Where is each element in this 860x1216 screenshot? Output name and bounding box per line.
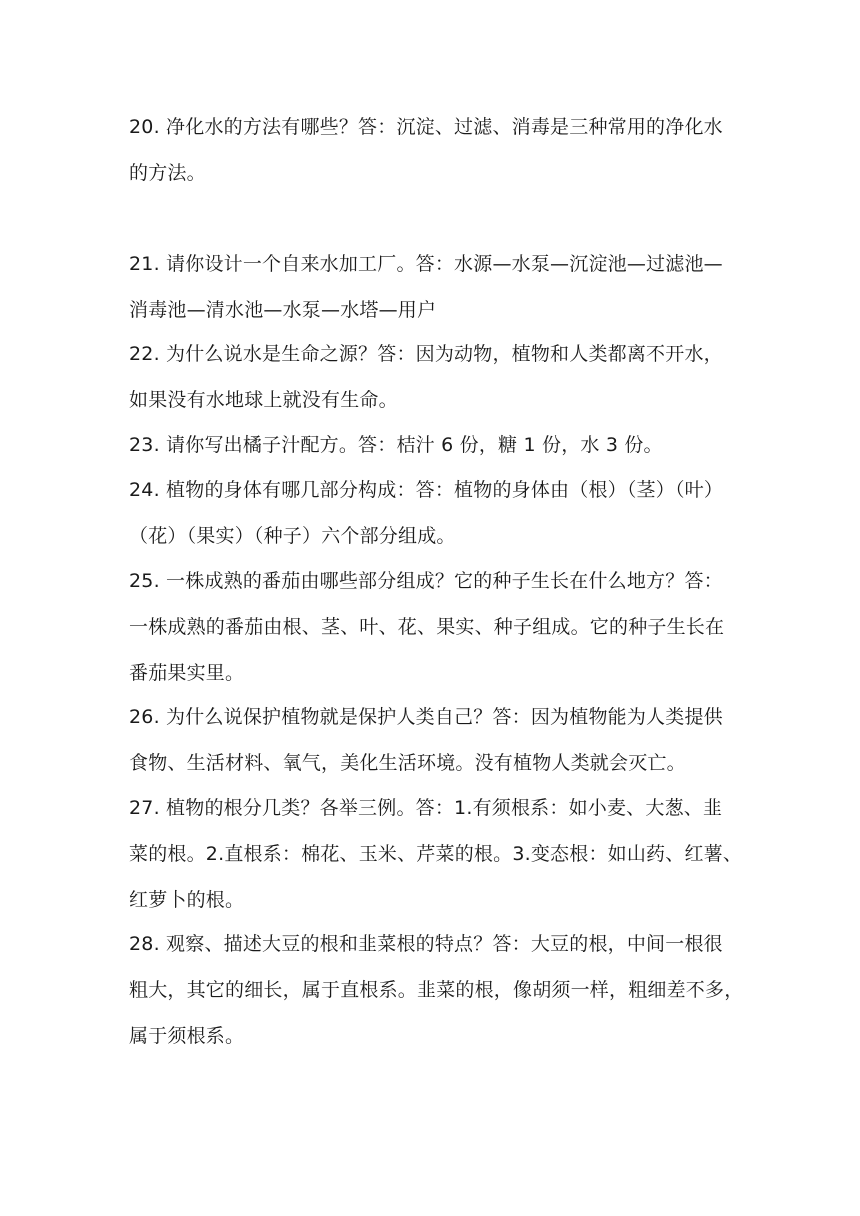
question-25 xyxy=(129,558,739,696)
text-line: 粗大，其它的细长，属于直根系。韭菜的根，像胡须一样，粗细差不多， xyxy=(129,979,744,1001)
text-line: 23. 请你写出橘子汁配方。答：桔汁 6 份，糖 1 份，水 3 份。 xyxy=(129,434,663,456)
question-20 xyxy=(129,104,739,196)
text-line: 消毒池—清水池—水泵—水塔—用户 xyxy=(129,299,437,321)
text-line: 28. 观察、描述大豆的根和韭菜根的特点？答：大豆的根，中间一根很 xyxy=(129,933,723,955)
text-line: 20. 净化水的方法有哪些？答：沉淀、过滤、消毒是三种常用的净化水 xyxy=(129,116,723,138)
text-line: 菜的根。2.直根系：棉花、玉米、芹菜的根。3.变态根：如山药、红薯、 xyxy=(129,843,743,865)
question-28 xyxy=(129,921,744,1059)
question-26 xyxy=(129,694,739,786)
text-line: （花）（果实）（种子）六个部分组成。 xyxy=(129,525,456,547)
question-23 xyxy=(129,422,739,468)
question-27 xyxy=(129,785,743,923)
text-line: 26. 为什么说保护植物就是保护人类自己？答：因为植物能为人类提供 xyxy=(129,706,723,728)
text-line: 番茄果实里。 xyxy=(129,662,245,684)
question-24 xyxy=(129,467,739,559)
text-line: 27. 植物的根分几类？各举三例。答：1.有须根系：如小麦、大葱、韭 xyxy=(129,797,723,819)
question-21 xyxy=(129,241,739,333)
text-line: 一株成熟的番茄由根、茎、叶、花、果实、种子组成。它的种子生长在 xyxy=(129,616,725,638)
text-line: 22. 为什么说水是生命之源？答：因为动物，植物和人类都离不开水， xyxy=(129,343,723,365)
text-line: 食物、生活材料、氧气，美化生活环境。没有植物人类就会灭亡。 xyxy=(129,752,686,774)
text-line: 24. 植物的身体有哪几部分构成：答：植物的身体由（根）（茎）（叶） xyxy=(129,479,724,501)
question-22 xyxy=(129,331,739,423)
text-line: 25. 一株成熟的番茄由哪些部分组成？它的种子生长在什么地方？答： xyxy=(129,570,723,592)
text-line: 属于须根系。 xyxy=(129,1025,245,1047)
text-line: 21. 请你设计一个自来水加工厂。答：水源—水泵—沉淀池—过滤池— xyxy=(129,253,723,275)
text-line: 红萝卜的根。 xyxy=(129,889,245,911)
text-line: 的方法。 xyxy=(129,162,206,184)
text-line: 如果没有水地球上就没有生命。 xyxy=(129,389,398,411)
